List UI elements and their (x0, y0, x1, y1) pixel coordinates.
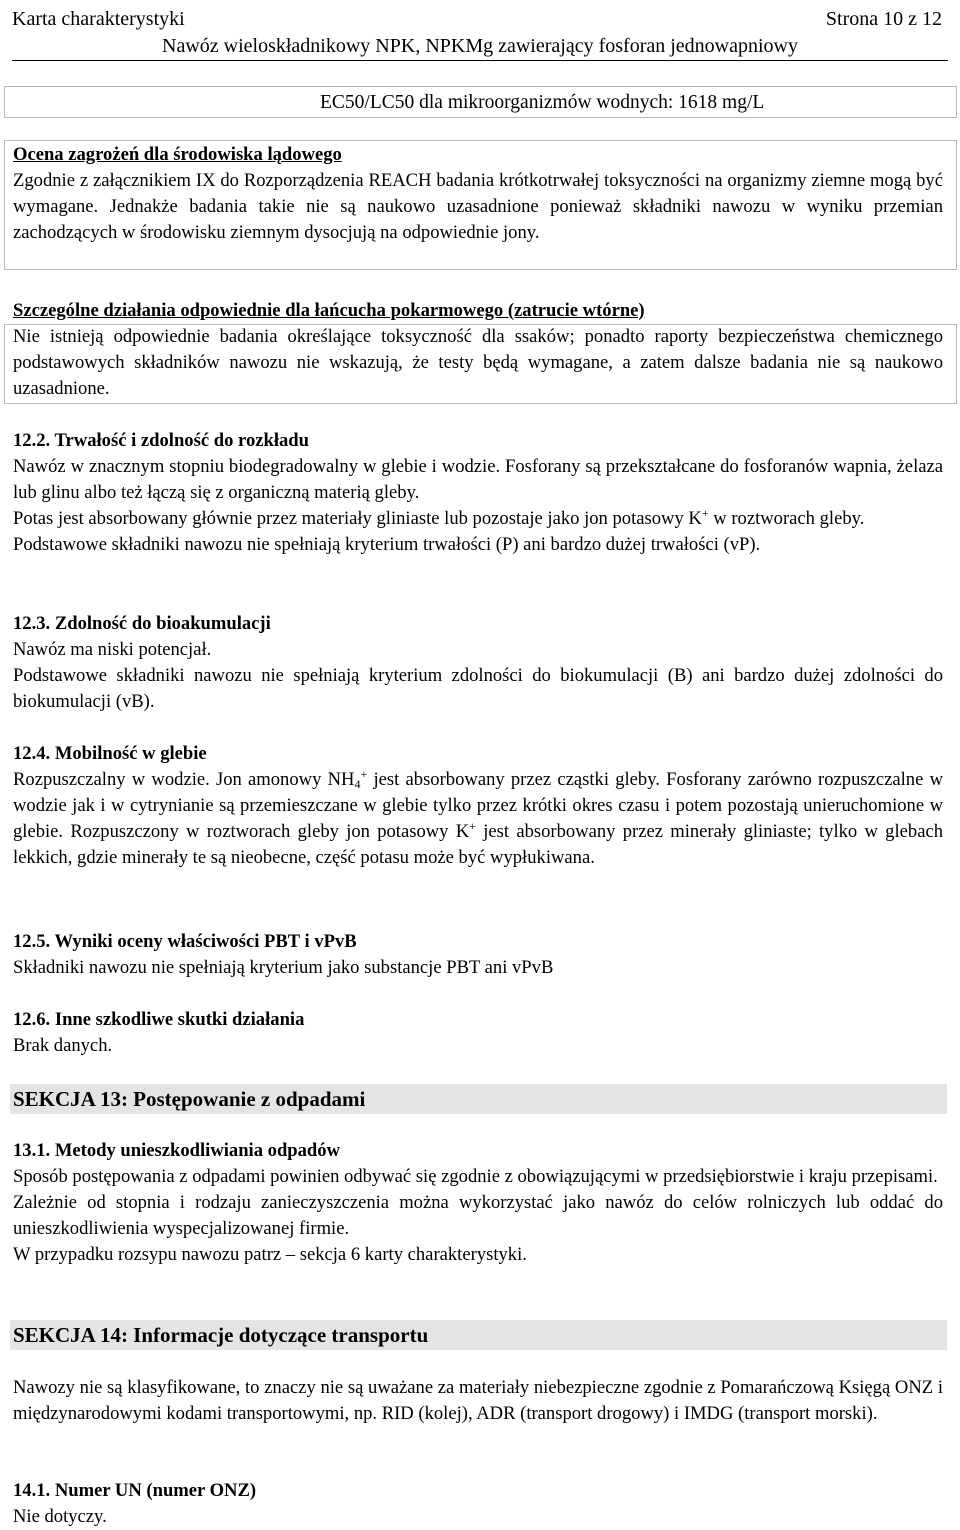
section-12-4-heading: 12.4. Mobilność w glebie (13, 743, 207, 764)
soil-assessment (13, 142, 943, 246)
food-chain-text: Nie istnieją odpowiednie badania określające toksyczność dla ssaków; ponadto raporty bezpieczeństwa chemicznego podstawowych składników nawozu nie wskazują, że testy będą wymagane, a zatem dalsze badania nie są naukowo uzasadnione. (13, 326, 943, 399)
section-14-p1: Nawozy nie są klasyfikowane, to znaczy nie są uważane za materiały niebezpieczne zgodnie z Pomarańczową Księgą ONZ i międzynarodowymi kodami transportowymi, np. RID (kolej), ADR (transport drogowy) i IMDG (transport morski). (13, 1377, 943, 1424)
section-14-intro (13, 1375, 943, 1427)
section-13-1-heading: 13.1. Metody unieszkodliwiania odpadów (13, 1140, 340, 1161)
section-12-4-text: Rozpuszczalny w wodzie. Jon amonowy $NH_4^+$ jest absorbowany przez cząstki gleby. Fosforany zarówno rozpuszczalne w wodzie jak i w cytrynianie są przemieszczane w glebie tylko przez krótki okres czasu i potem pozostają unieruchomione w glebie. Rozpuszczony w roztworach gleby jon potasowy K+ jest absorbowany przez minerały gliniaste; tylko w glebach lekkich, gdzie minerały te są nieobecne, część potasu może być wypłukiwana. (13, 767, 943, 868)
section-12-2-p3: Podstawowe składniki nawozu nie spełniają kryterium trwałości (P) ani bardzo dużej trwałości (vP). (13, 534, 761, 555)
section-12-3 (13, 611, 943, 715)
section-12-2 (13, 428, 943, 558)
section-12-4 (13, 741, 943, 871)
section-12-2-p2: Potas jest absorbowany głównie przez materiały gliniaste lub pozostaje jako jon potasowy K+ w roztworach gleby. (13, 506, 865, 529)
section-13-1-p3: W przypadku rozsypu nawozu patrz – sekcja 6 karty charakterystyki. (13, 1244, 527, 1265)
section-12-3-p1: Nawóz ma niski potencjał. (13, 639, 212, 660)
food-chain-heading: Szczególne działania odpowiednie dla łańcucha pokarmowego (zatrucie wtórne) (13, 300, 645, 321)
section-12-3-p2: Podstawowe składniki nawozu nie spełniają kryterium zdolności do biokumulacji (B) ani bardzo dużej zdolności do biokumulacji (vB). (13, 665, 943, 712)
section-12-5 (13, 929, 943, 981)
page-header (12, 6, 948, 61)
soil-text: Zgodnie z załącznikiem IX do Rozporządzenia REACH badania krótkotrwałej toksyczności na organizmy ziemne mogą być wymagane. Jednakże badania takie nie są naukowo uzasadnione ponieważ składniki nawozu w wyniku przemian zachodzących w środowisku ziemnym dysocjują na odpowiednie jony. (13, 170, 943, 243)
section-12-3-heading: 12.3. Zdolność do bioakumulacji (13, 613, 271, 634)
product-name: Nawóz wieloskładnikowy NPK, NPKMg zawierający fosforan jednowapniowy (162, 35, 798, 57)
section-14-1-p1: Nie dotyczy. (13, 1506, 107, 1527)
section-13-title: SEKCJA 13: Postępowanie z odpadami (10, 1084, 947, 1114)
ec50-value: EC50/LC50 dla mikroorganizmów wodnych: 1618 mg/L (320, 92, 765, 113)
section-12-6-heading: 12.6. Inne szkodliwe skutki działania (13, 1009, 305, 1030)
page-number: Strona 10 z 12 (825, 8, 942, 30)
section-14-1-heading: 14.1. Numer UN (numer ONZ) (13, 1480, 257, 1501)
section-12-6-p1: Brak danych. (13, 1035, 113, 1056)
section-12-5-heading: 12.5. Wyniki oceny właściwości PBT i vPvB (13, 931, 357, 952)
section-13-1-p1: Sposób postępowania z odpadami powinien odbywać się zgodnie z obowiązującymi w przedsiębiorstwie i kraju przepisami. (13, 1166, 938, 1187)
section-12-6 (13, 1007, 943, 1059)
section-14-title: SEKCJA 14: Informacje dotyczące transportu (10, 1320, 947, 1350)
section-12-2-p1: Nawóz w znacznym stopniu biodegradowalny w glebie i wodzie. Fosforany są przekształcane do fosforanów wapnia, żelaza lub glinu albo też łączą się z organiczną materią gleby. (13, 456, 943, 503)
section-13-1 (13, 1138, 943, 1268)
section-12-5-p1: Składniki nawozu nie spełniają kryterium jako substancje PBT ani vPvB (13, 957, 554, 978)
document-title: Karta charakterystyki (12, 8, 185, 30)
soil-heading: Ocena zagrożeń dla środowiska lądowego (13, 144, 342, 165)
section-14-1 (13, 1478, 943, 1530)
section-13-1-p2: Zależnie od stopnia i rodzaju zanieczyszczenia można wykorzystać jako nawóz do celów rolniczych lub oddać do unieszkodliwienia wyspecjalizowanej firmie. (13, 1192, 943, 1239)
food-chain-section (13, 298, 943, 402)
section-12-2-heading: 12.2. Trwałość i zdolność do rozkładu (13, 430, 309, 451)
